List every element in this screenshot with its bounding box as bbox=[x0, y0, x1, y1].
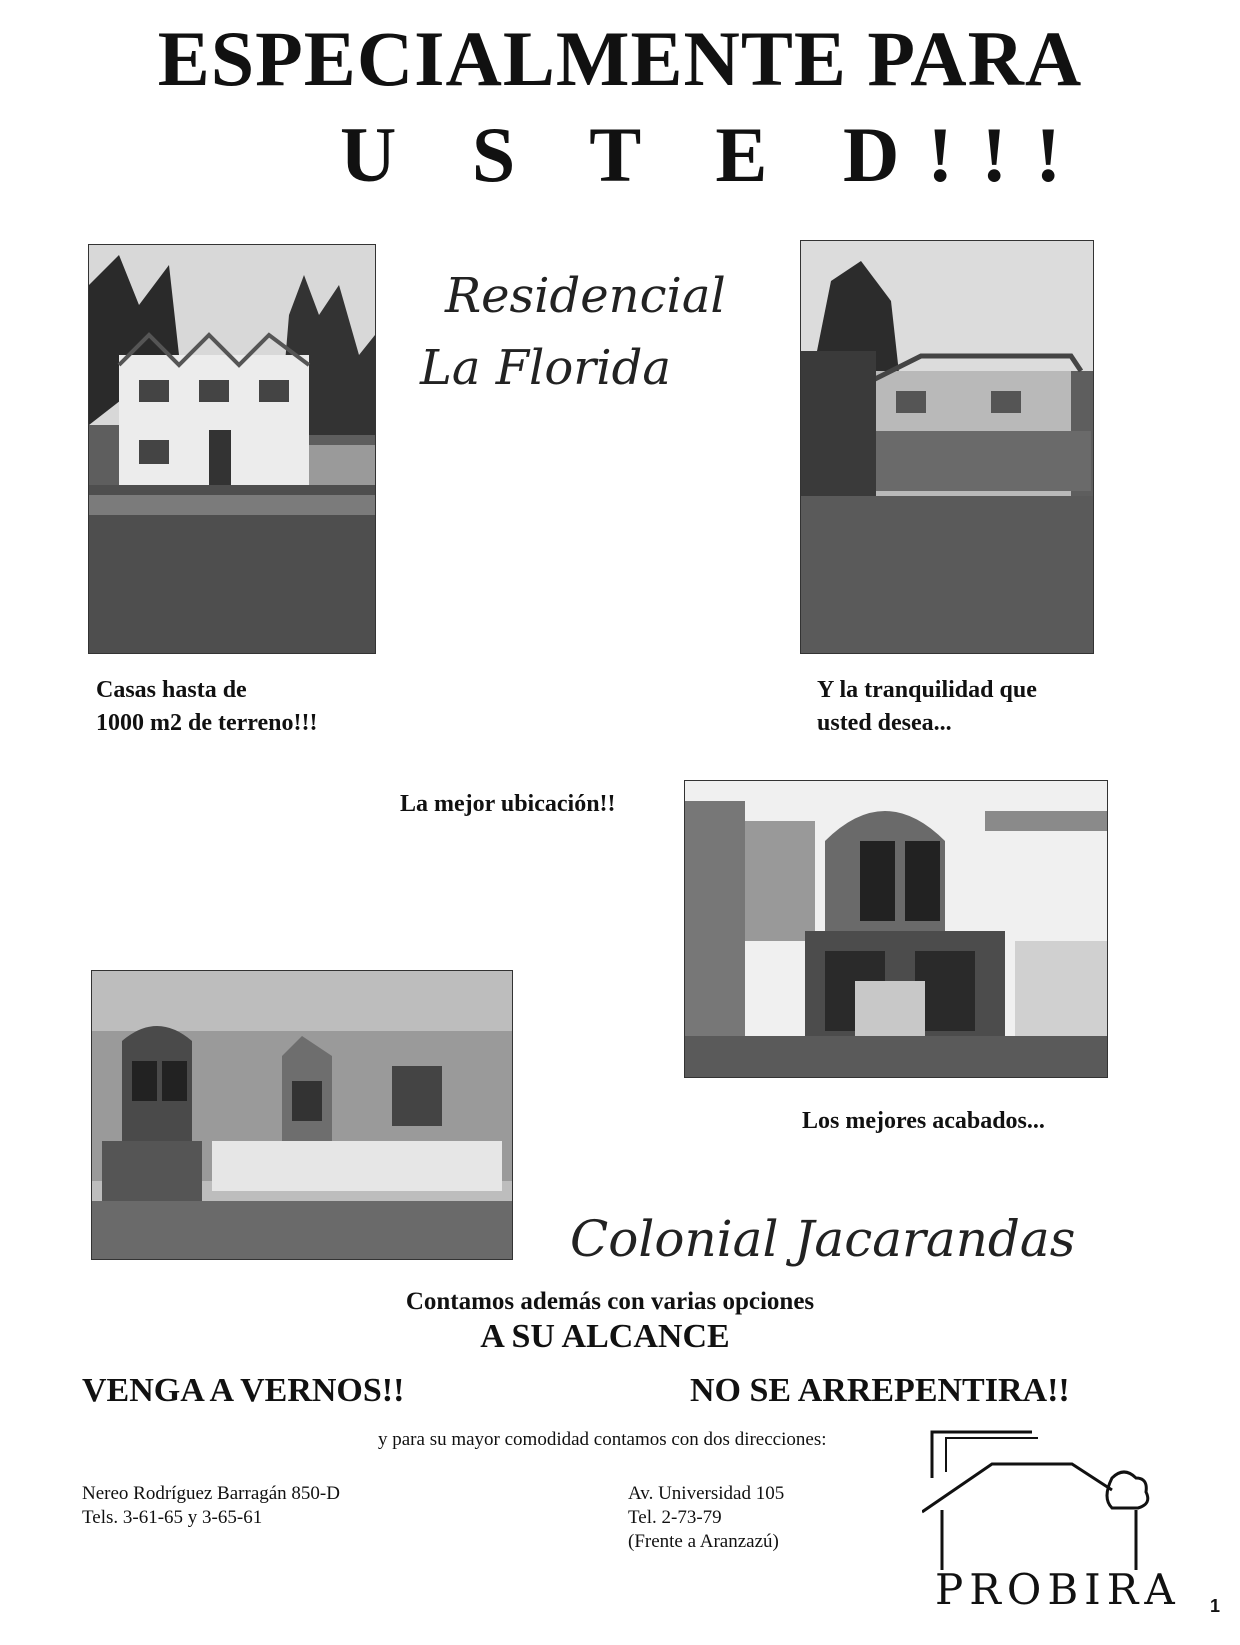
photo-house-front bbox=[88, 244, 376, 654]
script-la-florida: La Florida bbox=[420, 340, 671, 396]
promo-direcciones: y para su mayor comodidad contamos con dos direcciones: bbox=[378, 1429, 827, 1450]
script-residencial: Residencial bbox=[445, 268, 726, 324]
promo-opciones: Contamos además con varias opciones bbox=[405, 1288, 815, 1315]
photo-house-modern bbox=[684, 780, 1108, 1078]
logo-name: PROBIRA bbox=[935, 1565, 1181, 1614]
caption-casas-line-2: 1000 m2 de terreno!!! bbox=[96, 710, 318, 736]
page-number: 1 bbox=[1210, 1596, 1221, 1616]
promo-alcance: A SU ALCANCE bbox=[480, 1318, 730, 1355]
house-outline-icon bbox=[922, 1420, 1162, 1580]
promo-venga: VENGA A VERNOS!! bbox=[82, 1372, 405, 1409]
caption-ubicacion: La mejor ubicación!! bbox=[400, 791, 616, 817]
address-2-street: Av. Universidad 105 bbox=[628, 1483, 785, 1504]
address-2-phone: Tel. 2-73-79 bbox=[628, 1507, 722, 1528]
caption-tranquilidad bbox=[817, 674, 1037, 740]
caption-casas-line-1: Casas hasta de bbox=[96, 677, 247, 703]
headline-line-2: U S T E D!!! bbox=[340, 111, 1090, 198]
headline-line-1: ESPECIALMENTE PARA bbox=[157, 15, 1083, 102]
address-1-street: Nereo Rodríguez Barragán 850-D bbox=[82, 1483, 340, 1504]
caption-tranquilidad-line-1: Y la tranquilidad que bbox=[817, 677, 1037, 703]
script-colonial-jacarandas: Colonial Jacarandas bbox=[570, 1210, 1076, 1268]
caption-casas bbox=[96, 674, 317, 740]
caption-acabados: Los mejores acabados... bbox=[802, 1108, 1045, 1134]
address-2-note: (Frente a Aranzazú) bbox=[628, 1531, 779, 1552]
caption-tranquilidad-line-2: usted desea... bbox=[817, 710, 952, 736]
photo-house-street bbox=[800, 240, 1094, 654]
address-1 bbox=[82, 1482, 340, 1530]
address-2 bbox=[628, 1482, 784, 1554]
address-1-phones: Tels. 3-61-65 y 3-65-61 bbox=[82, 1507, 263, 1528]
photo-houses-row bbox=[91, 970, 513, 1260]
promo-arrepentira: NO SE ARREPENTIRA!! bbox=[690, 1372, 1070, 1409]
